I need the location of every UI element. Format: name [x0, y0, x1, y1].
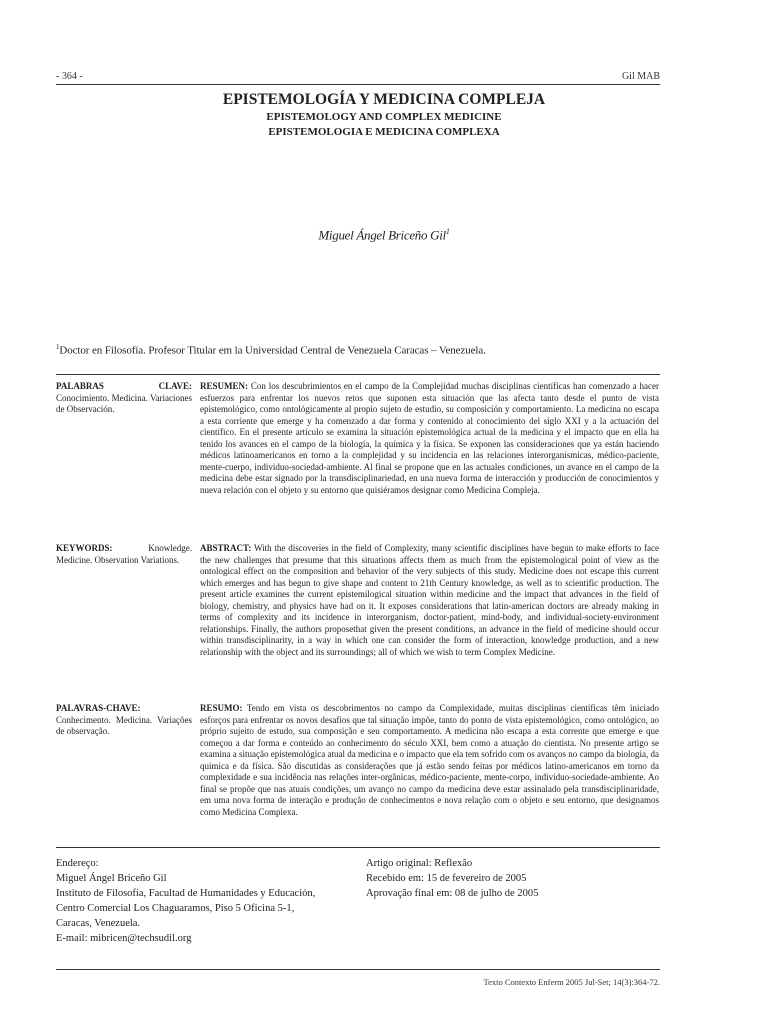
- author-footnote-mark: 1: [445, 227, 450, 236]
- keywords-english: [56, 543, 192, 566]
- abstract-label: RESUMO:: [200, 703, 243, 713]
- received-date: Recebido em: 15 de fevereiro de 2005: [366, 873, 527, 884]
- keywords-portuguese: [56, 703, 192, 738]
- address-email[interactable]: E-mail: mibricen@techsudil.org: [56, 933, 192, 944]
- keywords-text: Knowledge. Medicine. Observation Variations.: [56, 543, 192, 565]
- address-institution: Instituto de Filosofía, Facultad de Humanidades y Educación,: [56, 888, 316, 899]
- abstract-label: ABSTRACT:: [200, 543, 252, 553]
- article-type: Artigo original: Reflexão: [366, 858, 473, 869]
- title-portuguese: EPISTEMOLOGIA E MEDICINA COMPLEXA: [268, 126, 500, 138]
- header-rule: [56, 84, 660, 85]
- abstract-spanish: [200, 381, 659, 496]
- address-city: Caracas, Venezuela.: [56, 918, 141, 929]
- author: [0, 227, 768, 243]
- abstract-portuguese: [200, 703, 659, 818]
- author-name: Miguel Ángel Briceño Gil: [318, 227, 446, 243]
- abstract-text: Tendo em vista os descobrimentos no campo da Complexidade, muitas disciplinas científicas têm iniciado esforços para enfrentar os novos desafios que tal situação impõe, tanto do ponto de vista epistemológico, como ontológico, ao próprio sujeito de estudo, sua composição e seu comportamento. A medicina não escapa a esta corrente que emerge e que começou a dar forma e conteúdo ao conhecimento do século XXI, bem como a atuação do cientista. No presente artigo se examina a situação epistemológica atual da medicina e o impacto que ela tem sofrido com os avanços no campo da biologia, da química e da física. São discutidas as considerações que já estão sendo feitas por médicos latino-americanos em torno da complexidade e sua incidência nas relações inter-orgânicas, médico-paciente, mente-corpo, indivíduo-sociedade-ambiente. Ao final se propõe que nas atuais condições, um avanço no campo da medicina deve estar assinalado pela transdisciplinaridade, em uma nova forma de interação e produção de conhecimentos e nova relação com o objeto e seu entorno, que designamos como Medicina Complexa.: [200, 703, 660, 817]
- affiliation-mark: 1: [56, 343, 60, 351]
- title-english: EPISTEMOLOGY AND COMPLEX MEDICINE: [266, 111, 502, 123]
- footer-citation: Texto Contexto Enferm 2005 Jul-Set; 14(3):364-72.: [483, 977, 660, 987]
- approved-date: Aprovação final em: 08 de julho de 2005: [366, 888, 539, 899]
- affiliation: [56, 343, 486, 357]
- page-number: - 364 -: [56, 71, 83, 82]
- running-head: Gil MAB: [621, 71, 660, 82]
- correspondence-address: [56, 856, 315, 946]
- abstract-label: RESUMEN:: [200, 381, 249, 391]
- abstract-text: Con los descubrimientos en el campo de la Complejidad muchas disciplinas científicas han comenzado a hacer esfuerzos para enfrentar los nuevos retos que suponen esta situación que las afecta tanto desde el punto de vista epistemológico, como ontológicamente al propio sujeto de estudio, su composición y comportamiento. La medicina no escapa a esta corriente que emerge y ha comenzado a dar forma y contenido al conocimiento del siglo XXI y a la actuación del científico. En el presente artículo se examina la situación epistemológica actual de la medicina y el impacto que en ella ha tenido los avances en el campo de la biología, la química y la física. Se exponen las consideraciones que ya están haciendo médicos latinoamericanos en torno a la complejidad y su incidencia en las relaciones interorganísmicas, médico-paciente, mente-cuerpo, individuo-sociedad-ambiente. Al final se propone que en las actuales condiciones, un avance en el campo de la medicina debe estar signado por la transdisciplinariedad, en una nueva forma de interacción y producción de conocimientos y nueva relación con el objeto y su entorno que quisiéramos designar como Medicina Compleja.: [200, 381, 660, 495]
- address-name: Miguel Ángel Briceño Gil: [56, 873, 167, 884]
- keywords-text: Conocimiento. Medicina. Variaciones de Observación.: [56, 392, 192, 414]
- address-label: Endereço:: [56, 858, 99, 869]
- keywords-label: PALABRAS CLAVE:: [56, 381, 192, 391]
- keywords-label: KEYWORDS:: [56, 543, 113, 553]
- keywords-text: Conhecimento. Medicina. Variações de observação.: [56, 714, 192, 736]
- abstract-text: With the discoveries in the field of Complexity, many scientific disciplines have begun to make efforts to face the new challenges that presume that this situations affects them as much from the epistemological point of view as the ontological effect on the composition and behavior of the very subjects of this study. Medicine does not escape this current which emerges and has begun to give shape and content to 21th Century knowledge, as well as to scientific production. The present article examines the current epistemilogical situation within medicine and the impact that advances in the field of biology, chemistry, and physics have had on it. It exposes considerations that latin-american doctors are already making in terms of complexity and its incidence in interorganism, doctor-patient, mind-body, and individual-society-environment relationships. Finally, the authors proposethat given the present conditions, an advance in the field of medicine should occur within transdisciplinarity, in a way in which one can consider the form of interaction, knowledge production, and a new relationship with the object and its surroundings; all of which we wish to term Complex Medicine.: [200, 543, 659, 657]
- article-info: [366, 856, 538, 901]
- abstract-top-rule: [56, 374, 660, 375]
- abstract-bottom-rule: [56, 847, 660, 848]
- keywords-spanish: [56, 381, 192, 416]
- footer-rule: [56, 969, 660, 970]
- address-street: Centro Comercial Los Chaguaramos, Piso 5 Oficina 5-1,: [56, 903, 295, 914]
- keywords-label: PALAVRAS-CHAVE:: [56, 703, 141, 713]
- affiliation-text: Doctor en Filosofía. Profesor Titular em la Universidad Central de Venezuela Caracas – Venezuela.: [59, 344, 486, 357]
- abstract-english: [200, 543, 659, 658]
- title-spanish: EPISTEMOLOGÍA Y MEDICINA COMPLEJA: [222, 91, 546, 108]
